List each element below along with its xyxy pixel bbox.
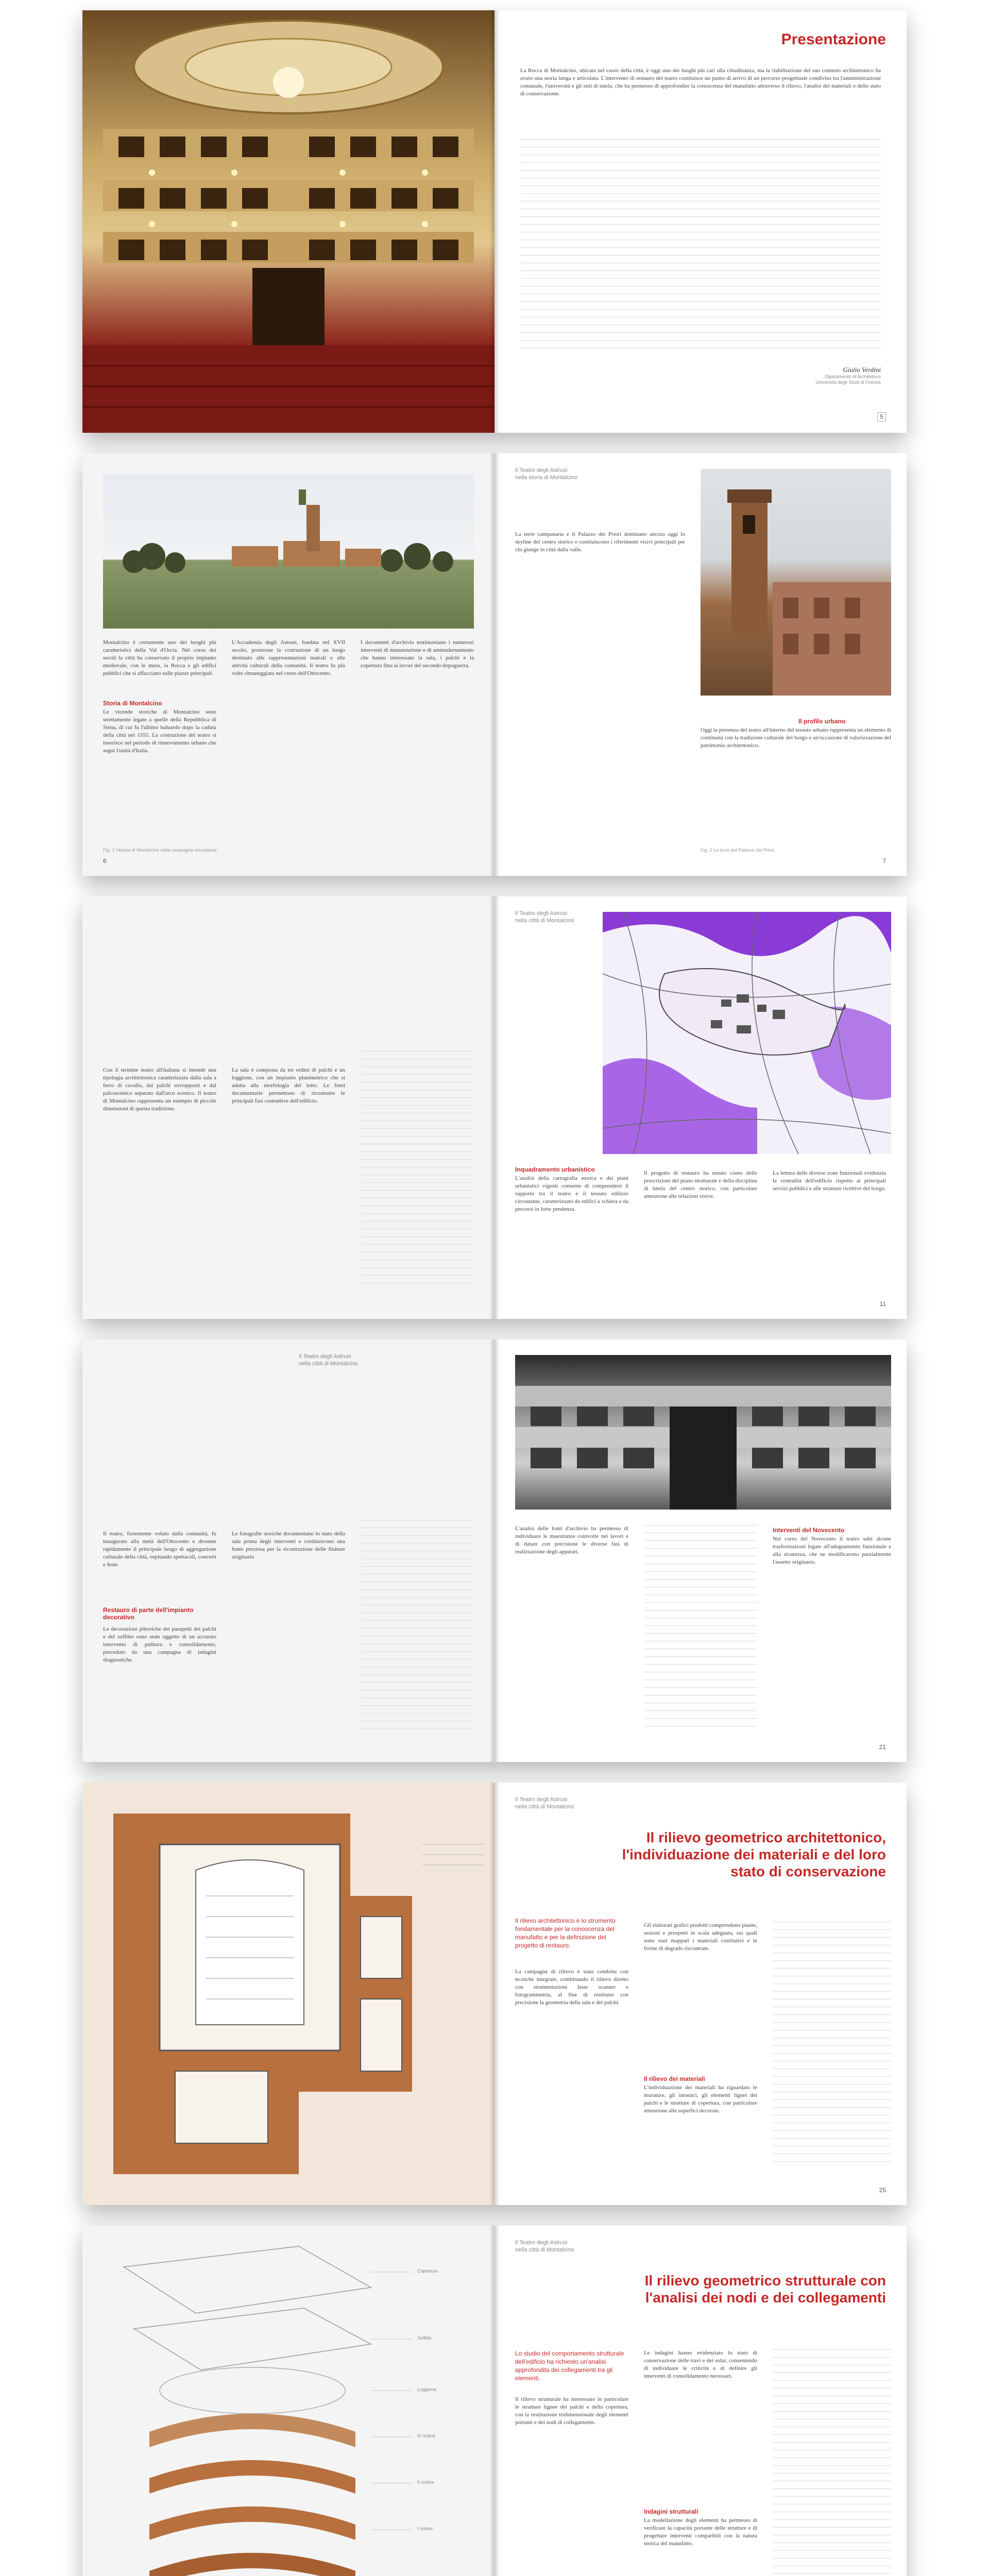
strutturale-col-3: La modellazione degli elementi ha permesso di verificare la capacità portante delle strutture e di progettare interventi compatibili con la natura storica del manufatto.: [644, 2517, 757, 2547]
inquadramento-left-page: [82, 896, 494, 1319]
axonometric-label-3: III ordine: [417, 2433, 436, 2438]
exploded-axonometric-page: [82, 2226, 494, 2576]
rilievo-col-2: Gli elaborati grafici prodotti comprendono piante, sezioni e prospetti in scala adeguata, sui quali sono stati mappati i materiali costitutivi e le forme di degrado riscontrate.: [644, 1922, 757, 1952]
storia-col-1: Le vicende storiche di Montalcino sono strettamente legate a quelle della Repubblica di Siena, di cui fu l'ultimo baluardo dopo la caduta della città nel 1555. La costruzione del teatro si inserisce nel periodo di rinnovamento urbano che seguì l'unità d'Italia.: [103, 709, 216, 754]
page-number-right: 25: [879, 2187, 886, 2194]
historic-theater-illustration: [515, 1355, 891, 1510]
inquadramento-col-1: Con il termine teatro all'italiana si intende una tipologia architettonica caratterizzata dalla sala a ferro di cavallo, dai palchi sovrapposti e dal palcoscenico separato dall'arco scenico. Il teatro di Montalcino rappresenta un esempio di piccole dimensioni di questa tradizione.: [103, 1067, 216, 1112]
restauro-col-2: Le decorazioni pittoriche dei parapetti dei palchi e del soffitto sono state oggetto di un accurato intervento di pulitura e consolidamento, preceduto da una campagna di indagini diagnostiche.: [103, 1626, 216, 1663]
restauro-col-3: Le fotografie storiche documentano lo stato della sala prima degli interventi e costituiscono una fonte preziosa per la ricostruzione delle finiture originarie.: [232, 1531, 345, 1560]
storia-right-subhead: Il profilo urbano: [798, 718, 846, 725]
rilievo-architettonico-page: [494, 1783, 907, 2205]
running-header: Il Teatro degli Astrusi nella storia di Montalcino: [515, 467, 578, 481]
inquadramento-col-2: La sala è composta da tre ordini di palchi e un loggione, con un impianto planimetrico che si adatta alla morfologia del lotto. Le fonti documentarie permettono di ricostruire le principali fasi costruttive dell'edificio.: [232, 1067, 345, 1104]
signature-block: [815, 366, 881, 385]
caption-fig2: Fig. 2 La torre del Palazzo dei Priori.: [701, 848, 776, 853]
caption-fig1: Fig. 1 Veduta di Montalcino dalla campagna circostante.: [103, 848, 218, 853]
strutturale-subhead: Indagini strutturali: [644, 2508, 698, 2515]
axonometric-label-5: I ordine: [417, 2526, 433, 2531]
spine-shadow: [489, 10, 500, 433]
spine-shadow: [489, 1340, 500, 1762]
historic-theater-photo: [515, 1355, 891, 1510]
inquadramento-subhead: Inquadramento urbanistico: [515, 1166, 595, 1173]
storia-intro-text: Montalcino è certamente uno dei borghi più caratteristici della Val d'Orcia. Nel corso dei secoli la città ha conservato il proprio impianto medievale, con le mura, la Rocca e gli edifici pubblici che si affacciano sulle piazze principali.: [103, 639, 216, 676]
section-title: Il rilievo geometrico architettonico, l'individuazione dei materiali e del loro stato di conservazione: [622, 1829, 886, 1879]
spread-rilievo-architettonico: [82, 1783, 907, 2205]
theater-interior-photo: [82, 10, 494, 433]
restauro-col-5: Nel corso del Novecento il teatro subì alcune trasformazioni legate all'adeguamento funzionale e alla sicurezza, che ne modificarono parzialmente l'assetto originario.: [773, 1536, 891, 1565]
theater-interior-illustration: [82, 10, 494, 433]
floor-plan-drawing: [82, 1783, 494, 2205]
rilievo-col-1: La campagna di rilievo è stata condotta con tecniche integrate, combinando il rilievo diretto con strumentazioni laser scanner e fotogrammetria, al fine di restituire con precisione la geometria della sala e dei palchi.: [515, 1969, 628, 2006]
rilievo-strutturale-page: [494, 2226, 907, 2576]
tower-photo: [701, 469, 891, 696]
storia-col-3: I documenti d'archivio testimoniano i numerosi interventi di manutenzione e di ammodernamento che hanno interessato la sala, i palchi e la copertura fino ai lavori del secondo dopoguerra.: [361, 639, 474, 669]
storia-subhead: Storia di Montalcino: [103, 700, 162, 707]
spread-inquadramento: [82, 896, 907, 1319]
axonometric-label-0: Copertura: [417, 2268, 438, 2274]
spread-restauro-decorativo: [82, 1340, 907, 1762]
spread-presentazione: [82, 10, 907, 433]
page-number-right: 21: [879, 1743, 886, 1751]
restauro-col-4: L'analisi delle fonti d'archivio ha permesso di individuare le maestranze coinvolte nei lavori e di datare con precisione le diverse fasi di realizzazione degli apparati.: [515, 1526, 628, 1555]
axonometric-label-2: Loggione: [417, 2387, 437, 2392]
inquadramento-text-lines: [361, 1051, 474, 1288]
montalcino-landscape-photo: [103, 474, 474, 629]
floor-plan-page: [82, 1783, 494, 2205]
signature-name: Giulio Verdini: [843, 366, 881, 374]
spine-shadow: [489, 1783, 500, 2205]
running-header: Il Teatro degli Astrusi nella città di Montalcino: [515, 910, 574, 924]
page-number-left: 6: [103, 857, 107, 865]
exploded-axonometric-drawing: [82, 2226, 494, 2576]
strutturale-col-1: Il rilievo strutturale ha interessato in particolare le strutture lignee dei palchi e della copertura, con la restituzione tridimensionale degli elementi portanti e dei nodi di collegamento.: [515, 2396, 628, 2426]
urban-zoning-map-illustration: [603, 912, 891, 1154]
signature-role: Dipartimento di Architettura Università degli Studi di Firenze: [815, 374, 881, 385]
restauro-subhead: Restauro di parte dell'impianto decorativo: [103, 1606, 194, 1621]
restauro-subhead-2: Interventi del Novecento: [773, 1527, 845, 1534]
running-header: Il Teatro degli Astrusi nella città di Montalcino: [299, 1353, 358, 1367]
restauro-right-page: [494, 1340, 907, 1762]
body-text-lines: [520, 139, 881, 355]
rilievo-col-3: L'individuazione dei materiali ha riguardato le murature, gli intonaci, gli elementi lignei dei palchi e le strutture di copertura, con particolare attenzione alle superfici decorate.: [644, 2084, 757, 2114]
storia-right-col-1: La torre campanaria e il Palazzo dei Priori dominano ancora oggi lo skyline del centro storico e costituiscono i riferimenti visivi principali per chi giunge in città dalla valle.: [515, 531, 685, 553]
section-lead: Lo studio del comportamento strutturale dell'edificio ha richiesto un'analisi approfondita dei collegamenti tra gli elementi.: [515, 2350, 624, 2382]
inquadramento-right-page: [494, 896, 907, 1319]
presentazione-page: [494, 10, 907, 433]
spread-montalcino-storia: [82, 453, 907, 876]
page-number-right: 7: [882, 857, 886, 865]
spine-shadow: [489, 453, 500, 876]
rilievo-subhead: Il rilievo dei materiali: [644, 2075, 705, 2082]
storia-right-col-2: Oggi la presenza del teatro all'interno del tessuto urbano rappresenta un elemento di continuità con la tradizione culturale del borgo e un'occasione di valorizzazione del patrimonio architettonico.: [701, 727, 891, 749]
urban-plan-map: [603, 912, 891, 1154]
section-title: Il rilievo geometrico strutturale con l'analisi dei nodi e dei collegamenti: [644, 2273, 886, 2306]
page-number: 5: [877, 412, 886, 421]
spine-shadow: [489, 896, 500, 1319]
spread-rilievo-strutturale: [82, 2226, 907, 2576]
tower-illustration: [701, 469, 891, 696]
montalcino-skyline-illustration: [103, 474, 474, 629]
axonometric-label-4: II ordine: [417, 2480, 434, 2485]
page-title: Presentazione: [781, 31, 886, 48]
strutturale-col-2: Le indagini hanno evidenziato lo stato di conservazione delle travi e dei solai, consentendo di individuare le criticità e di definire gli interventi di consolidamento necessari.: [644, 2350, 757, 2379]
restauro-left-page: [82, 1340, 494, 1762]
spine-shadow: [489, 2226, 500, 2576]
storia-left-page: [82, 453, 494, 876]
storia-right-page: [494, 453, 907, 876]
running-header: Il Teatro degli Astrusi nella città di Montalcino: [515, 2240, 574, 2253]
strutturale-text-lines: [773, 2349, 891, 2576]
running-header: Il Teatro degli Astrusi nella città di Montalcino: [515, 1797, 574, 1810]
inquadramento-col-4: Il progetto di restauro ha tenuto conto delle prescrizioni del piano strutturale e della disciplina di tutela del centro storico, con particolare attenzione alle relazioni visive.: [644, 1170, 757, 1199]
rilievo-text-lines: [773, 1922, 891, 2169]
section-lead: Il rilievo architettonico è lo strumento fondamentale per la conoscenza del manufatto e per la definizione del progetto di restauro.: [515, 1917, 616, 1949]
axonometric-label-1: Soffitto: [417, 2335, 432, 2341]
inquadramento-col-3: L'analisi della cartografia storica e dei piani urbanistici vigenti consente di comprendere il rapporto tra il teatro e il tessuto edilizio circostante, caratterizzato da edifici a schiera e da percorsi in forte pendenza.: [515, 1175, 628, 1212]
presentazione-text: La Rocca di Montalcino, ubicata nel cuore della città, è oggi uno dei luoghi più cari alla cittadinanza, ma la riabilitazione del suo contesto architettonico ha avuto una storia lunga e articolata. L'intervento di restauro del teatro costituisce un punto di arrivo di un percorso progettuale condiviso tra l'amministrazione comunale, l'università e gli enti di tutela, che ha permesso di approfondire la conoscenza del manufatto attraverso il rilievo, l'analisi dei materiali e dello stato di conservazione.: [520, 67, 881, 97]
restauro-col-5-intro: [644, 1525, 757, 1731]
restauro-text-lines: [361, 1520, 474, 1731]
restauro-col-1: Il teatro, fortemente voluto dalla comunità, fu inaugurato alla metà dell'Ottocento e divenne rapidamente il principale luogo di aggregazione culturale della città, ospitando spettacoli, concerti e feste.: [103, 1531, 216, 1568]
page-number-right: 11: [879, 1300, 886, 1308]
storia-col-2: L'Accademia degli Astrusi, fondata nel XVII secolo, promosse la costruzione di un luogo destinato alle rappresentazioni teatrali e alle attività culturali della comunità. Il teatro fu più volte rimaneggiato nel corso dell'Ottocento.: [232, 639, 345, 676]
inquadramento-col-5: La lettura delle diverse zone funzionali evidenzia la centralità dell'edificio rispetto ai principali servizi pubblici e alle strutture ricettive del borgo.: [773, 1170, 886, 1192]
